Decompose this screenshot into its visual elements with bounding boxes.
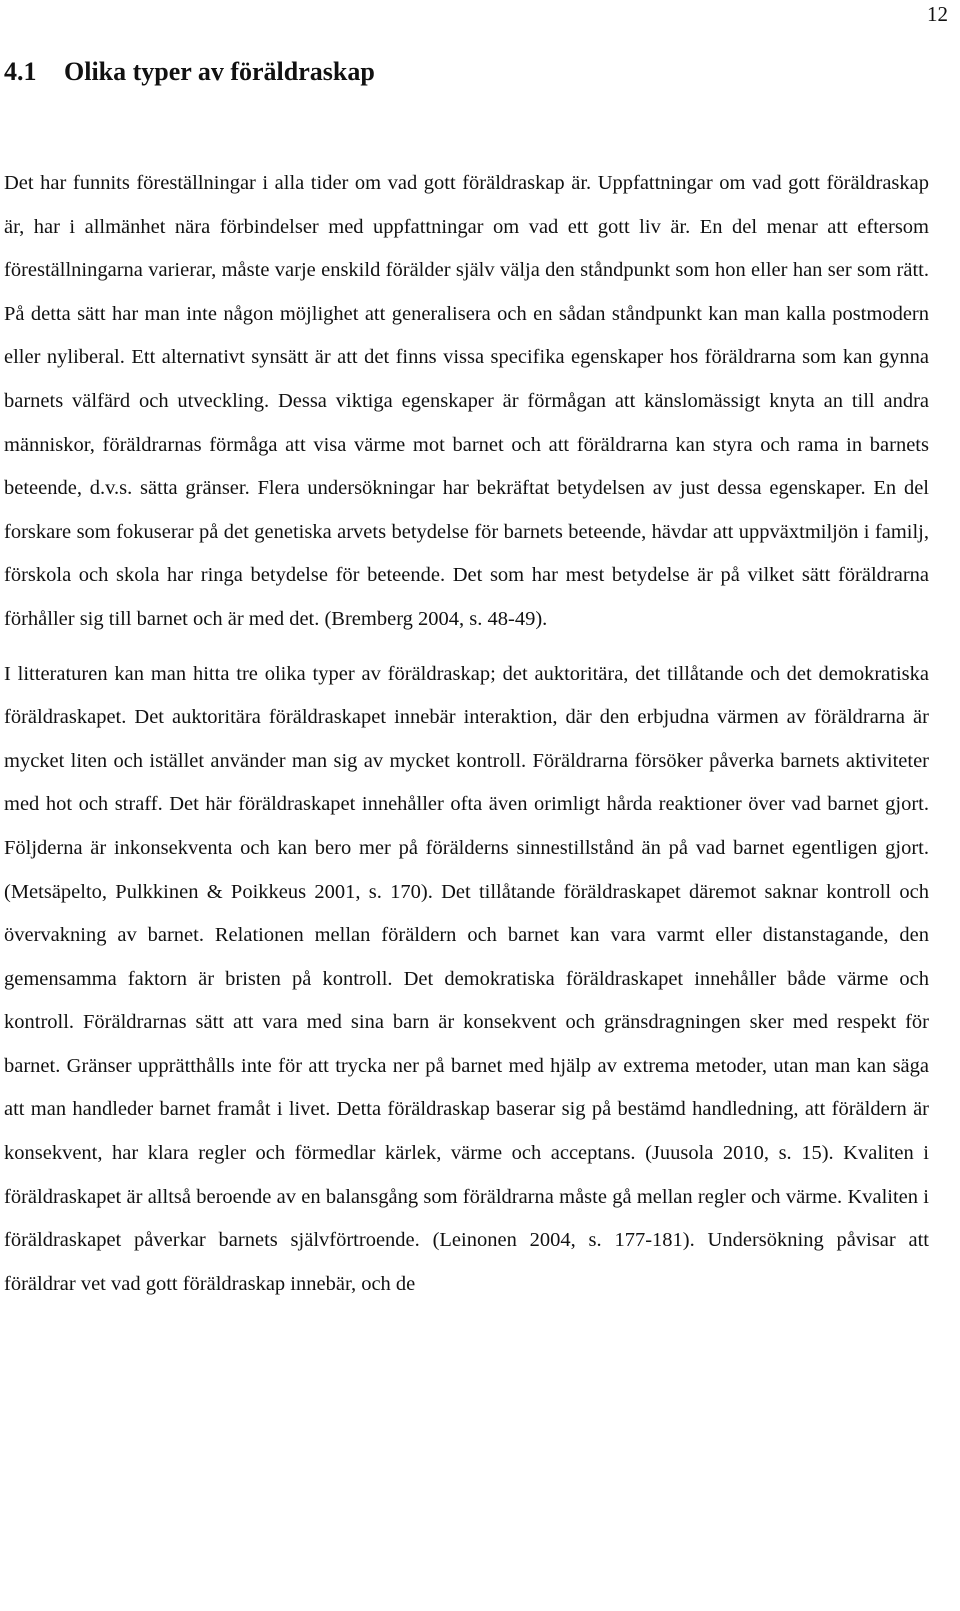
body-text [4,162,929,1306]
paragraph: I litteraturen kan man hitta tre olika typer av föräldraskap; det auktoritära, det tillåtande och det demokratiska föräldraskapet. Det auktoritära föräldraskapet innebär interaktion, där den erbjudna värmen av föräldrarna är mycket liten och istället använder man sig av mycket kontroll. Föräldrarna försöker påverka barnets aktiviteter med hot och straff. Det här föräldraskapet innehåller ofta även orimligt hårda reaktioner över vad barnet gjort. Följderna är inkonsekventa och kan bero mer på förälderns sinnestillstånd än på vad barnet egentligen gjort. (Metsäpelto, Pulkkinen & Poikkeus 2001, s. 170). Det tillåtande föräldraskapet däremot saknar kontroll och övervakning av barnet. Relationen mellan föräldern och barnet kan vara varmt eller distanstagande, den gemensamma faktorn är bristen på kontroll. Det demokratiska föräldraskapet innehåller både värme och kontroll. Föräldrarnas sätt att vara med sina barn är konsekvent och gränsdragningen sker med respekt för barnet. Gränser upprätthålls inte för att trycka ner på barnet med hjälp av extrema metoder, utan man kan säga att man handleder barnet framåt i livet. Detta föräldraskap baserar sig på bestämd handledning, att föräldern är konsekvent, har klara regler och förmedlar kärlek, värme och acceptans. (Juusola 2010, s. 15). Kvaliten i föräldraskapet är alltså beroende av en balansgång som föräldrarna måste gå mellan regler och värme. Kvaliten i föräldraskapet påverkar barnets självförtroende. (Leinonen 2004, s. 177-181). Undersökning påvisar att föräldrar vet vad gott föräldraskap innebär, och de [4,662,929,1295]
section-number: 4.1 [4,57,37,86]
section-heading [4,55,375,89]
paragraph: Det har funnits föreställningar i alla tider om vad gott föräldraskap är. Uppfattningar om vad gott föräldraskap är, har i allmänhet nära förbindelser med uppfattningar om vad ett gott liv är. En del menar att eftersom föreställningarna varierar, måste varje enskild förälder själv välja den ståndpunkt som hon eller han ser som rätt. På detta sätt har man inte någon möjlighet att generalisera och en sådan ståndpunkt kan man kalla postmodern eller nyliberal. Ett alternativt synsätt är att det finns vissa specifika egenskaper hos föräldrarna som kan gynna barnets välfärd och utveckling. Dessa viktiga egenskaper är förmågan att känslomässigt knyta an till andra människor, föräldrarnas förmåga att visa värme mot barnet och att föräldrarna kan styra och rama in barnets beteende, d.v.s. sätta gränser. Flera undersökningar har bekräftat betydelsen av just dessa egenskaper. En del forskare som fokuserar på det genetiska arvets betydelse för barnets beteende, hävdar att uppväxtmiljön i familj, förskola och skola har ringa betydelse för beteende. Det som har mest betydelse är på vilket sätt föräldrarna förhåller sig till barnet och är med det. (Bremberg 2004, s. 48-49). [4,172,929,630]
page-number: 12 [927,2,948,26]
section-title: Olika typer av föräldraskap [64,57,375,86]
